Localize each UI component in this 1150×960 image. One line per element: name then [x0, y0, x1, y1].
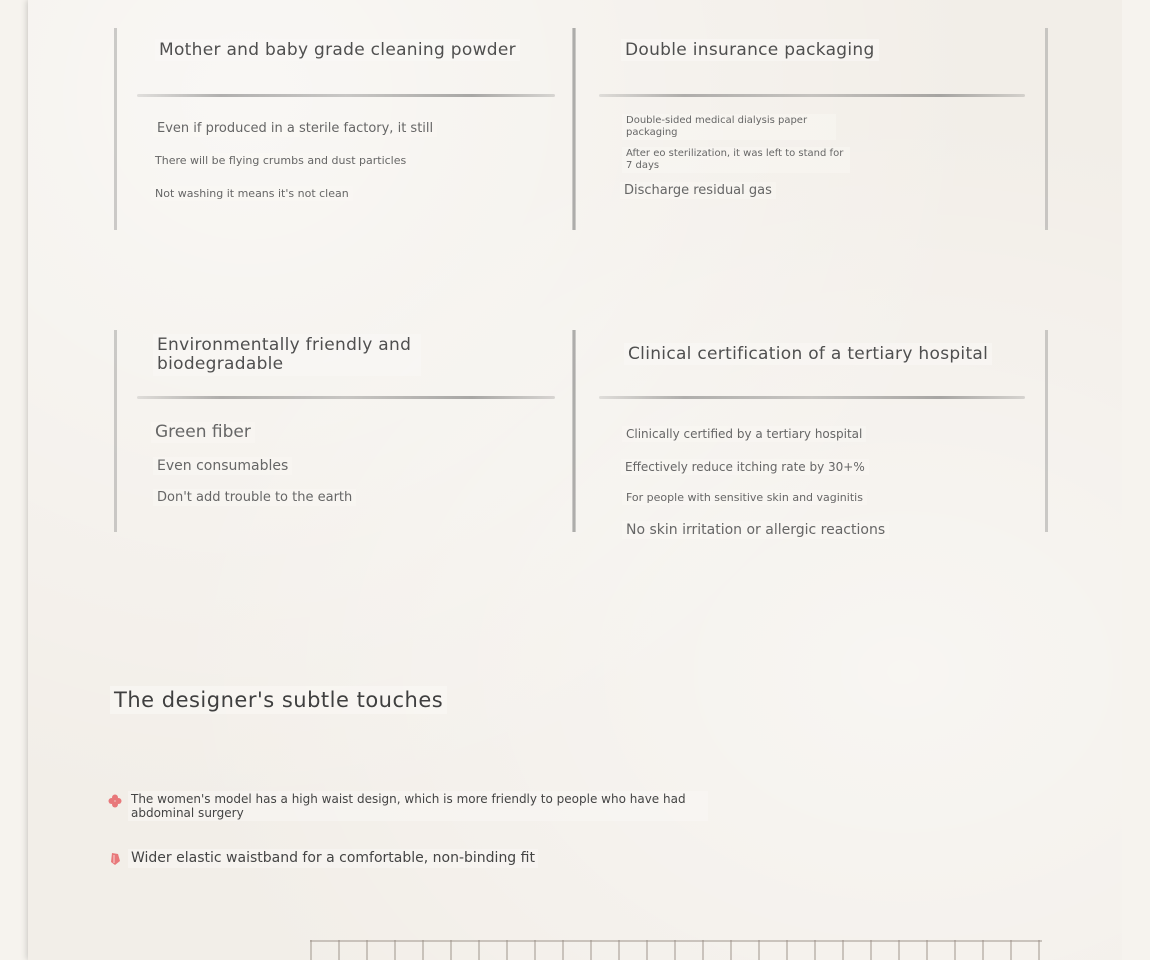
card-line: No skin irritation or allergic reactions — [622, 521, 889, 539]
feature-card-eco-friendly — [114, 330, 576, 532]
feature-card-cleaning-powder — [114, 28, 576, 230]
divider — [599, 396, 1025, 399]
feature-card-clinical-certification — [572, 330, 1048, 538]
card-title: Double insurance packaging — [621, 39, 879, 61]
card-line: Don't add trouble to the earth — [153, 489, 356, 506]
section-title: The designer's subtle touches — [110, 686, 447, 714]
divider — [599, 94, 1025, 97]
bullet-text: The women's model has a high waist design, which is more friendly to people who have had abdominal surgery — [128, 791, 708, 821]
designer-bullet — [108, 791, 708, 821]
page-margin-right — [1122, 0, 1150, 960]
flower-icon — [108, 794, 122, 808]
decorative-ruler — [310, 940, 1042, 960]
card-title: Clinical certification of a tertiary hospital — [624, 343, 992, 365]
paper-page — [28, 0, 1122, 960]
page-margin-left — [0, 0, 28, 960]
card-line: Clinically certified by a tertiary hospital — [622, 426, 866, 442]
card-line: Green fiber — [151, 422, 255, 443]
divider — [137, 94, 555, 97]
card-line: Even if produced in a sterile factory, it still — [153, 120, 437, 137]
card-title: Environmentally friendly and biodegradable — [153, 334, 421, 376]
card-line: Double-sided medical dialysis paper packaging — [622, 114, 836, 140]
card-line: Discharge residual gas — [620, 182, 776, 199]
card-line: Even consumables — [153, 457, 292, 475]
feature-card-double-packaging — [572, 28, 1048, 230]
designer-bullet — [108, 849, 708, 868]
tag-icon — [108, 852, 122, 866]
card-line: For people with sensitive skin and vaginitis — [622, 490, 867, 505]
divider — [137, 396, 555, 399]
card-line: After eo sterilization, it was left to stand for 7 days — [622, 147, 850, 173]
card-line: Effectively reduce itching rate by 30+% — [621, 459, 869, 475]
card-title: Mother and baby grade cleaning powder — [155, 39, 520, 61]
card-line: There will be flying crumbs and dust particles — [151, 153, 410, 168]
bullet-text: Wider elastic waistband for a comfortable, non-binding fit — [128, 849, 538, 868]
card-line: Not washing it means it's not clean — [151, 186, 353, 201]
